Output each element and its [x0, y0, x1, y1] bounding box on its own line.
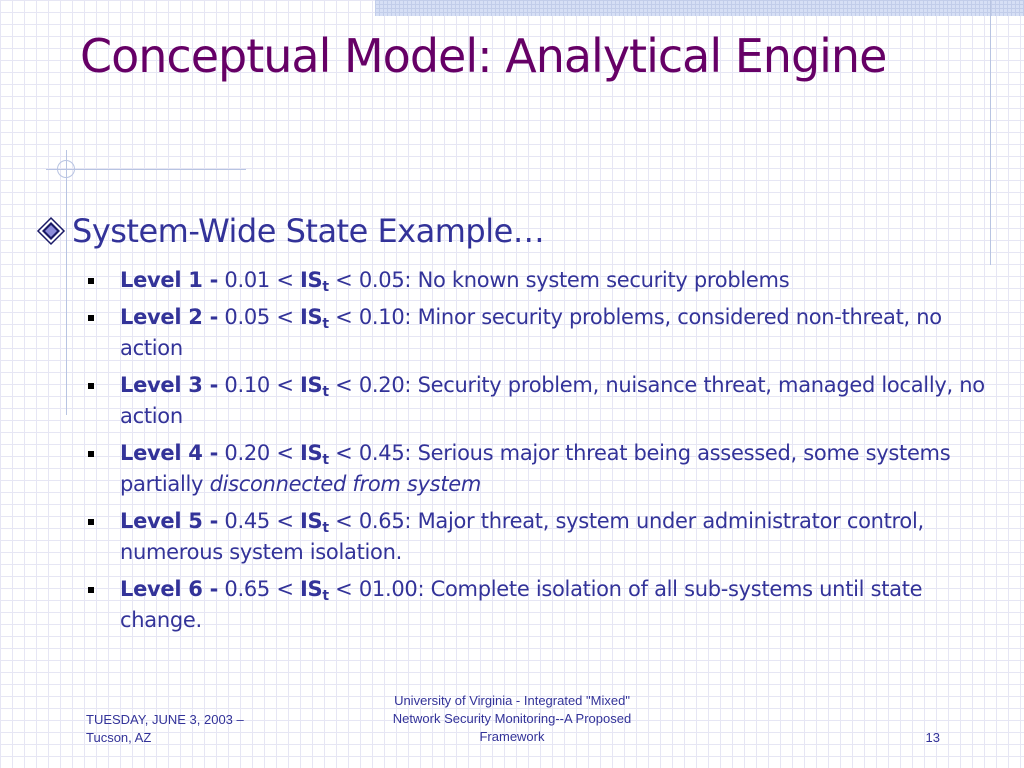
- main-bullet-text: System-Wide State Example…: [72, 212, 545, 250]
- level-label: Level 4 -: [120, 441, 219, 465]
- level-label: Level 1 -: [120, 268, 219, 292]
- upper-bound: < 0.10:: [335, 305, 412, 329]
- level-label: Level 6 -: [120, 577, 219, 601]
- level-list: [86, 265, 986, 642]
- upper-bound: < 0.20:: [335, 373, 412, 397]
- list-item-level-5: [86, 506, 986, 568]
- list-item-level-2: [86, 302, 986, 364]
- page-number: 13: [925, 730, 940, 745]
- level-description: Serious major threat being assessed, some systems partially: [120, 441, 951, 496]
- lower-bound: 0.05 <: [224, 305, 294, 329]
- slide-title: Conceptual Model: Analytical Engine: [80, 29, 887, 83]
- footer-location-line: Tucson, AZ: [86, 730, 152, 745]
- square-bullet-icon: [88, 278, 94, 284]
- square-bullet-icon: [88, 383, 94, 389]
- decorative-horizontal-line: [46, 169, 246, 170]
- list-item-level-3: [86, 370, 986, 432]
- level-description: Complete isolation of all sub-systems until state change.: [120, 577, 923, 632]
- square-bullet-icon: [88, 451, 94, 457]
- square-bullet-icon: [88, 519, 94, 525]
- upper-bound: < 0.65:: [335, 509, 412, 533]
- index-variable: IS: [300, 305, 323, 329]
- square-bullet-icon: [88, 587, 94, 593]
- diamond-bullet-icon: [36, 216, 66, 246]
- index-variable: IS: [300, 509, 323, 533]
- index-subscript: t: [322, 452, 329, 468]
- upper-bound: < 0.05:: [335, 268, 412, 292]
- index-subscript: t: [322, 316, 329, 332]
- list-item-level-1: [86, 265, 986, 296]
- level-description: Minor security problems, considered non-threat, no action: [120, 305, 942, 360]
- main-bullet: [36, 212, 544, 250]
- lower-bound: 0.10 <: [224, 373, 294, 397]
- lower-bound: 0.65 <: [224, 577, 294, 601]
- lower-bound: 0.45 <: [224, 509, 294, 533]
- lower-bound: 0.01 <: [224, 268, 294, 292]
- list-item-level-4: [86, 438, 986, 500]
- level-description: No known system security problems: [417, 268, 790, 292]
- footer-date: [86, 711, 296, 747]
- index-variable: IS: [300, 268, 323, 292]
- index-subscript: t: [322, 588, 329, 604]
- index-subscript: t: [322, 520, 329, 536]
- level-label: Level 3 -: [120, 373, 219, 397]
- level-description: Security problem, nuisance threat, managed locally, no action: [120, 373, 985, 428]
- level-label: Level 2 -: [120, 305, 219, 329]
- level-label: Level 5 -: [120, 509, 219, 533]
- decorative-vertical-line-left: [66, 150, 67, 415]
- header-pattern-band: [375, 0, 1024, 16]
- footer-center-text: University of Virginia - Integrated "Mixed" Network Security Monitoring--A Proposed Framework: [392, 693, 632, 744]
- square-bullet-icon: [88, 315, 94, 321]
- index-variable: IS: [300, 577, 323, 601]
- decorative-vertical-line-right: [990, 0, 991, 265]
- lower-bound: 0.20 <: [224, 441, 294, 465]
- index-subscript: t: [322, 384, 329, 400]
- level-description-italic: disconnected from system: [209, 472, 482, 496]
- decorative-ring-icon: [57, 160, 75, 178]
- level-description: Major threat, system under administrator control, numerous system isolation.: [120, 509, 924, 564]
- upper-bound: < 01.00:: [335, 577, 425, 601]
- index-subscript: t: [322, 279, 329, 295]
- footer-date-line: TUESDAY, JUNE 3, 2003 –: [86, 712, 244, 727]
- index-variable: IS: [300, 441, 323, 465]
- list-item-level-6: [86, 574, 986, 636]
- index-variable: IS: [300, 373, 323, 397]
- upper-bound: < 0.45:: [335, 441, 412, 465]
